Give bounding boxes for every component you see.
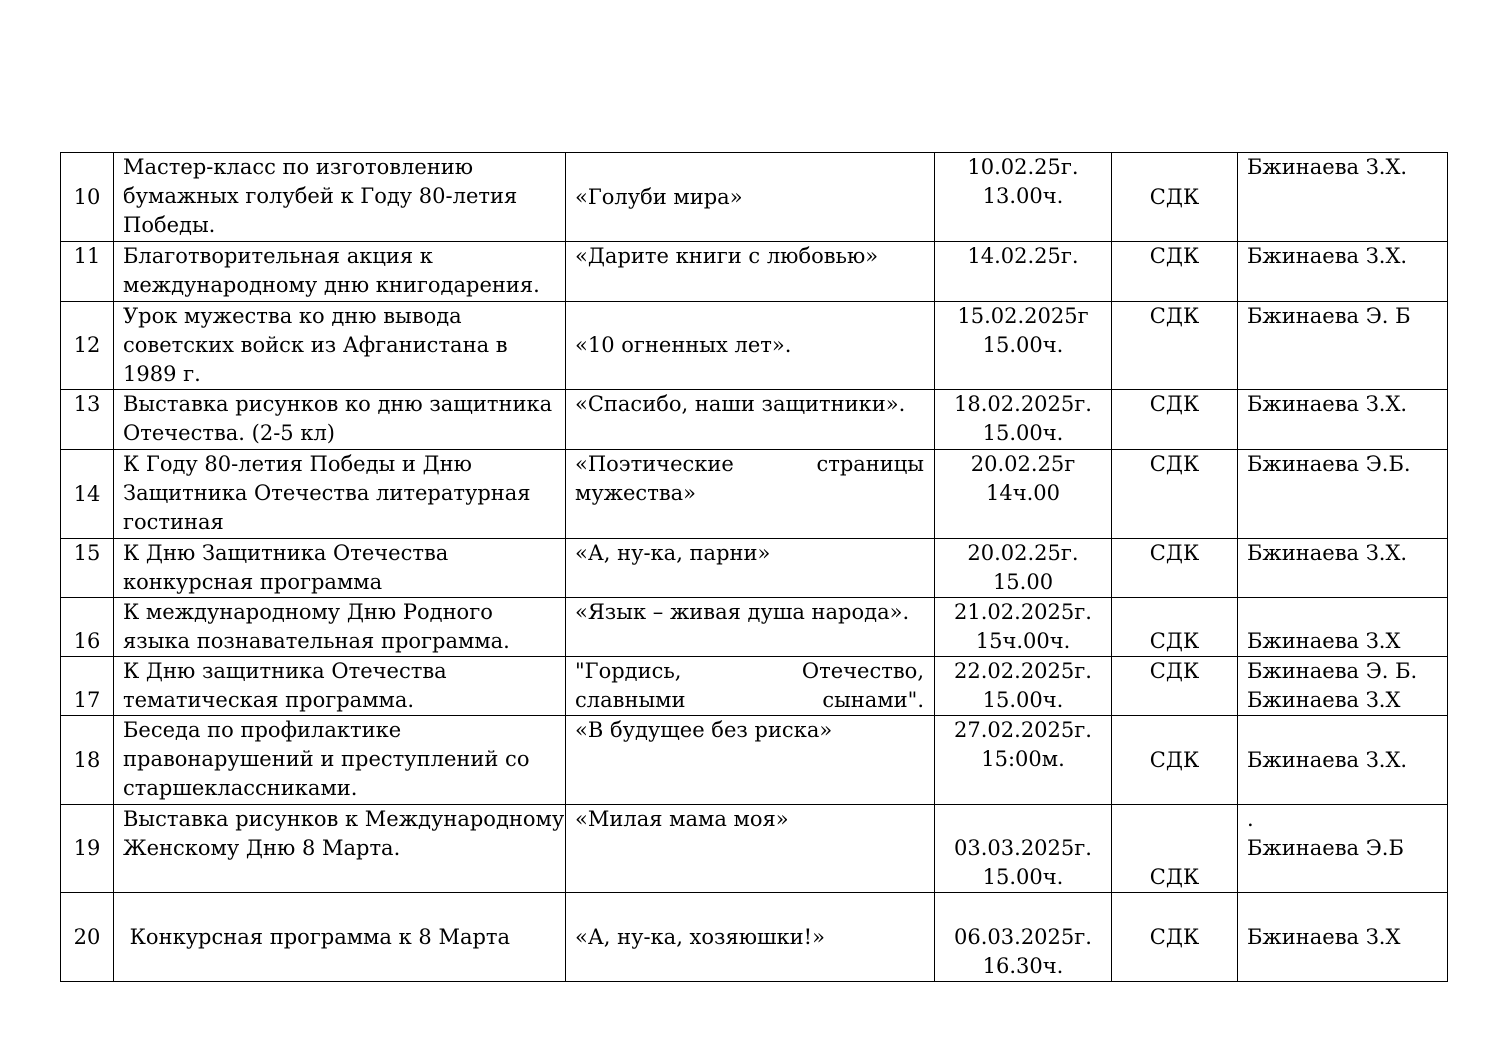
event-place: СДК [1112,390,1238,450]
table-row [61,893,1448,982]
event-responsible [1238,450,1448,539]
event-name: К Дню Защитника Отечества конкурсная программа [114,539,566,598]
event-date [935,539,1112,598]
event-date-day: 06.03.2025г. [954,925,1092,949]
event-date-time: 14ч.00 [985,481,1060,505]
responsible-person-second: Бжинаева З.Х [1247,688,1401,712]
event-place: СДК [1112,153,1238,242]
row-number: 18 [61,716,114,805]
event-responsible [1238,390,1448,450]
event-date-day: 21.02.2025г. [954,600,1092,624]
event-name: Мастер-класс по изготовлению бумажных голубей к Году 80-летия Победы. [114,153,566,242]
table-row [61,539,1448,598]
table-row [61,153,1448,242]
events-table [60,152,1448,982]
event-responsible [1238,302,1448,390]
table-row [61,657,1448,716]
event-date-day: 14.02.25г. [967,244,1079,268]
event-title: «А, ну-ка, парни» [566,539,935,598]
responsible-person: Бжинаева Э.Б [1247,836,1404,860]
event-responsible [1238,539,1448,598]
table-row [61,390,1448,450]
event-place: СДК [1112,302,1238,390]
responsible-person: Бжинаева Э.Б. [1247,452,1411,476]
event-title: «Дарите книги с любовью» [566,242,935,302]
responsible-person: Бжинаева З.Х [1247,924,1401,949]
row-number: 14 [61,450,114,539]
event-date-day: 15.02.2025г [957,304,1089,328]
event-date [935,598,1112,657]
event-responsible [1238,893,1448,982]
event-date-day: 03.03.2025г. [954,836,1092,860]
event-place: СДК [1112,242,1238,302]
event-date [935,450,1112,539]
table-row [61,242,1448,302]
event-name: Урок мужества ко дню вывода советских войск из Афганистана в 1989 г. [114,302,566,390]
event-responsible [1238,242,1448,302]
event-date-time: 15:00м. [981,747,1065,771]
event-date-day: 22.02.2025г. [954,659,1092,683]
event-responsible [1238,805,1448,893]
event-responsible [1238,598,1448,657]
event-date-time: 15.00ч. [982,333,1064,357]
responsible-person: Бжинаева З.Х. [1247,244,1408,268]
responsible-dot: . [1247,807,1254,831]
event-title: «Милая мама моя» [566,805,935,893]
event-date-time: 15.00 [992,570,1054,594]
event-date [935,893,1112,982]
event-title: «В будущее без риска» [566,716,935,805]
event-title: «А, ну-ка, хозяюшки!» [566,893,935,982]
row-number: 17 [61,657,114,716]
event-date-day: 20.02.25г. [967,541,1079,565]
event-date [935,805,1112,893]
event-name: К международному Дню Родного языка познавательная программа. [114,598,566,657]
row-number: 19 [61,805,114,893]
responsible-person: Бжинаева З.Х. [1247,155,1408,179]
event-place: СДК [1112,539,1238,598]
table-row [61,716,1448,805]
event-date [935,302,1112,390]
event-date [935,657,1112,716]
table-row [61,302,1448,390]
event-date-time: 15.00ч. [982,688,1064,712]
event-title: «Спасибо, наши защитники». [566,390,935,450]
table-row [61,450,1448,539]
event-name: К Дню защитника Отечества тематическая программа. [114,657,566,716]
event-date-time: 16.30ч. [982,954,1064,978]
row-number: 12 [61,302,114,390]
event-responsible [1238,657,1448,716]
row-number: 20 [61,893,114,982]
responsible-person: Бжинаева З.Х. [1247,541,1408,565]
event-title: «Поэтические страницы мужества» [566,450,935,539]
event-place: СДК [1112,716,1238,805]
event-place: СДК [1112,893,1238,982]
event-date-time: 15ч.00ч. [975,629,1071,653]
responsible-person: Бжинаева З.Х [1247,629,1401,653]
event-date-day: 27.02.2025г. [954,718,1092,742]
responsible-person: Бжинаева З.Х. [1247,392,1408,416]
event-date [935,153,1112,242]
event-title: «10 огненных лет». [566,302,935,390]
event-responsible [1238,716,1448,805]
row-number: 15 [61,539,114,598]
responsible-person: Бжинаева З.Х. [1247,747,1408,772]
event-name: Благотворительная акция к международному дню книгодарения. [114,242,566,302]
event-name: К Году 80-летия Победы и Дню Защитника Отечества литературная гостиная [114,450,566,539]
row-number: 13 [61,390,114,450]
event-place: СДК [1112,657,1238,716]
event-title: «Язык – живая душа народа». [566,598,935,657]
event-name: Выставка рисунков к Международному Женскому Дню 8 Марта. [114,805,566,893]
row-number: 16 [61,598,114,657]
event-date-time: 13.00ч. [982,184,1064,208]
event-date [935,390,1112,450]
row-number: 10 [61,153,114,242]
responsible-person: Бжинаева Э. Б [1247,304,1411,328]
event-date-time: 15.00ч. [982,421,1064,445]
row-number: 11 [61,242,114,302]
event-name: Беседа по профилактике правонарушений и преступлений со старшеклассниками. [114,716,566,805]
event-date-day: 18.02.2025г. [954,392,1092,416]
event-name: Конкурсная программа к 8 Марта [114,893,566,982]
event-date-day: 20.02.25г [970,452,1076,476]
event-date [935,242,1112,302]
event-title: "Гордись, Отечество, славными сынами". [566,657,935,716]
event-name: Выставка рисунков ко дню защитника Отечества. (2-5 кл) [114,390,566,450]
table-row [61,805,1448,893]
event-place: СДК [1112,805,1238,893]
event-responsible [1238,153,1448,242]
table-row [61,598,1448,657]
event-title: «Голуби мира» [566,153,935,242]
event-date-day: 10.02.25г. [967,155,1079,179]
responsible-person: Бжинаева Э. Б. [1247,659,1418,683]
event-date [935,716,1112,805]
event-date-time: 15.00ч. [982,865,1064,889]
event-place: СДК [1112,450,1238,539]
event-place: СДК [1112,598,1238,657]
